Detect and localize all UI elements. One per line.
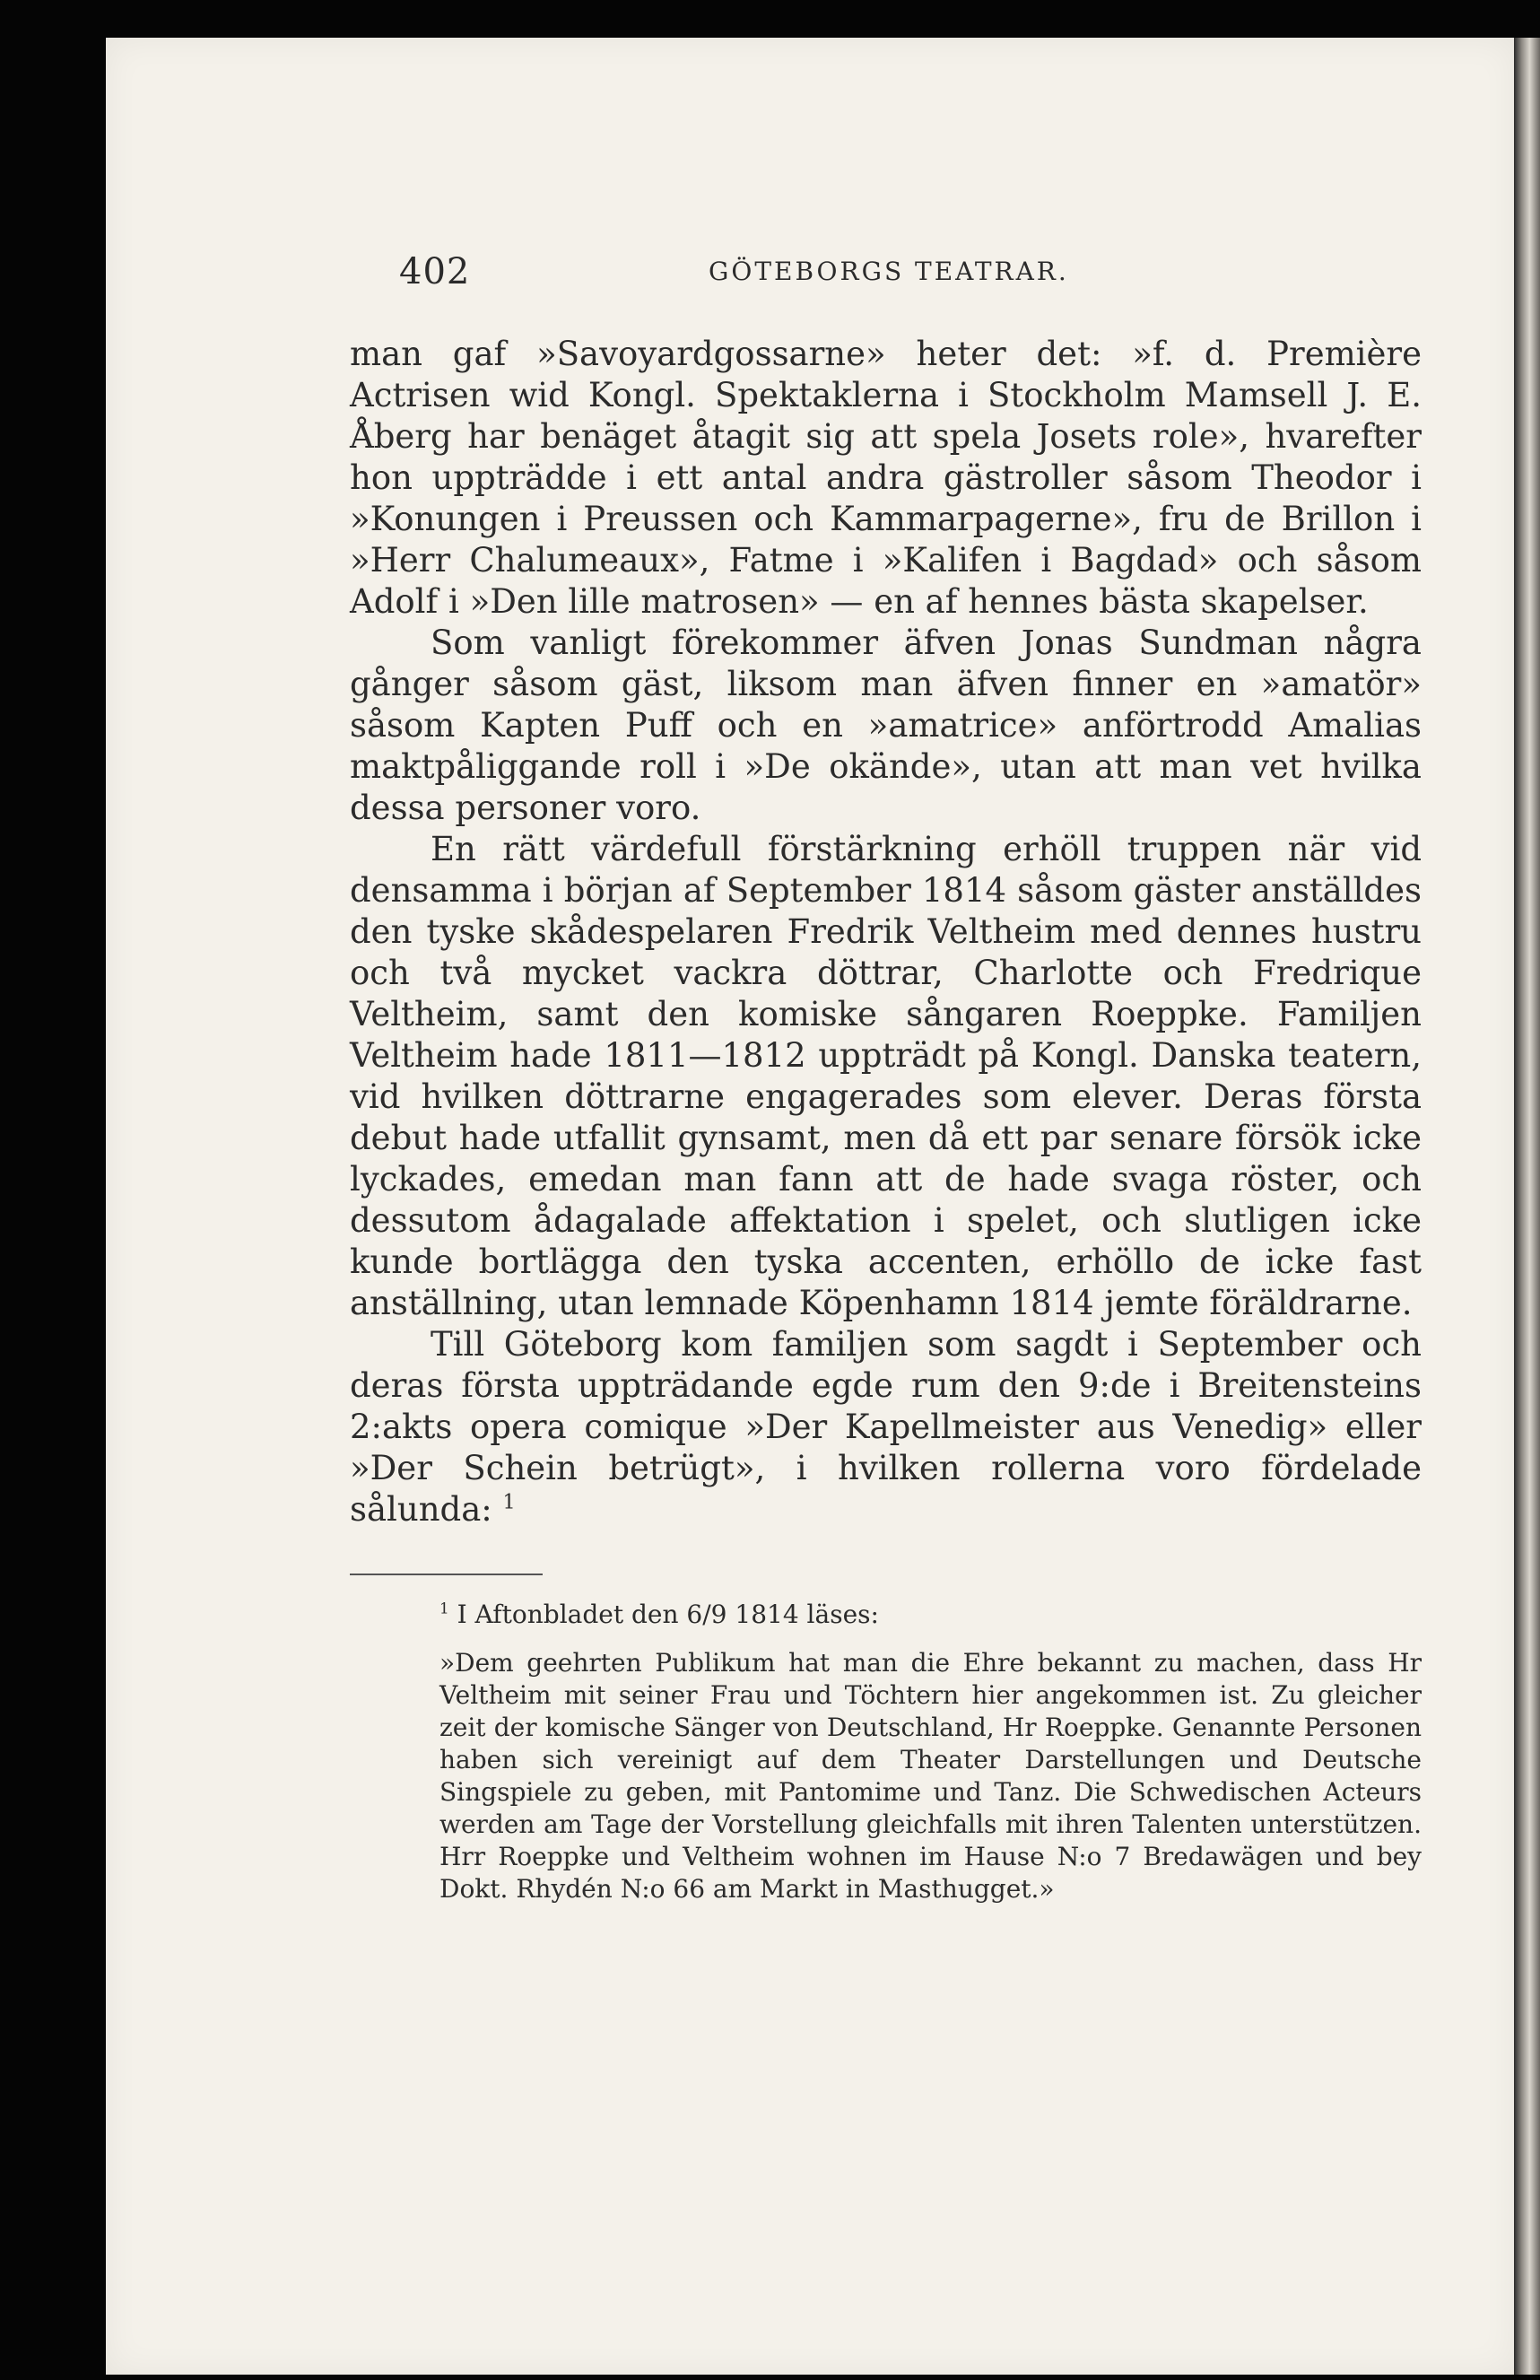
footnote-quote: »Dem geehrten Publikum hat man die Ehre bekannt zu machen, dass Hr Veltheim mit seiner Frau und Töchtern hier angekommen ist. Zu gleicher zeit der komische Sänger von Deutschland, Hr Roeppke. Genannte Personen haben sich vereinigt auf dem Theater Darstellungen und Deutsche Singspiele zu geben, mit Pantomime und Tanz. Die Schwedischen Acteurs werden am Tage der Vorstellung gleichfalls mit ihren Talenten unterstützen. Hrr Roeppke und Veltheim wohnen im Hause N:o 7 Bredawägen und bey Dokt. Rhydén N:o 66 am Markt in Masthugget.» [439,1648,1422,1904]
paragraph-4-text: Till Göteborg kom familjen som sagdt i September och deras första uppträdande egde rum den 9:de i Breitensteins 2:akts opera comique »Der Kapellmeister aus Venedig» eller »Der Schein betrügt», i hvilken rollerna voro fördelade sålunda: [350,1325,1422,1529]
page-number: 402 [399,251,471,292]
footnote-intro-line [439,1599,1422,1631]
paragraph-2: Som vanligt förekommer äfven Jonas Sundman några gånger såsom gäst, liksom man äfven finner en »amatör» såsom Kapten Puff och en »amatrice» anförtrodd Amalias maktpåliggande roll i »De okände», utan att man vet hvilka dessa personer voro. [350,623,1422,827]
footnote-intro: I Aftonbladet den 6/9 1814 läses: [457,1600,879,1629]
page-edge [1514,38,1540,2375]
paragraph-3: En rätt värdefull förstärkning erhöll truppen när vid densamma i början af September 1814 såsom gäster anställdes den tyske skådespelaren Fredrik Veltheim med dennes hustru och två mycket vackra döttrar, Charlotte och Fredrique Veltheim, samt den komiske sångaren Roeppke. Familjen Veltheim hade 1811—1812 uppträdt på Kongl. Danska teatern, vid hvilken döttrarne engagerades som elever. Deras första debut hade utfallit gynsamt, men då ett par senare försök icke lyckades, emedan man fann att de hade svaga röster, och dessutom ådagalade affektation i spelet, och slutligen icke kunde bortlägga den tyska accenten, erhöllo de icke fast anställning, utan lemnade Köpenhamn 1814 jemte föräldrarne. [350,830,1422,1322]
paragraph-4 [350,1324,1422,1530]
footnote-ref: 1 [502,1490,516,1514]
body-text [350,334,1422,1530]
paragraph-1: man gaf »Savoyardgossarne» heter det: »f. d. Première Actrisen wid Kongl. Spektaklerna i Stockholm Mamsell J. E. Åberg har benäget åtagit sig att spela Josets role», hvarefter hon uppträdde i ett antal andra gästroller såsom Theodor i »Konungen i Preussen och Kammarpagerne», fru de Brillon i »Herr Chalumeaux», Fatme i »Kalifen i Bagdad» och såsom Adolf i »Den lille matrosen» — en af hennes bästa skapelser. [350,335,1422,621]
footnote-marker: 1 [439,1599,449,1617]
page-header [350,251,1422,305]
page-content [350,251,1422,1905]
footnote [350,1599,1422,1905]
running-head: GÖTEBORGS TEATRAR. [709,257,1069,286]
footnote-rule [350,1574,543,1575]
